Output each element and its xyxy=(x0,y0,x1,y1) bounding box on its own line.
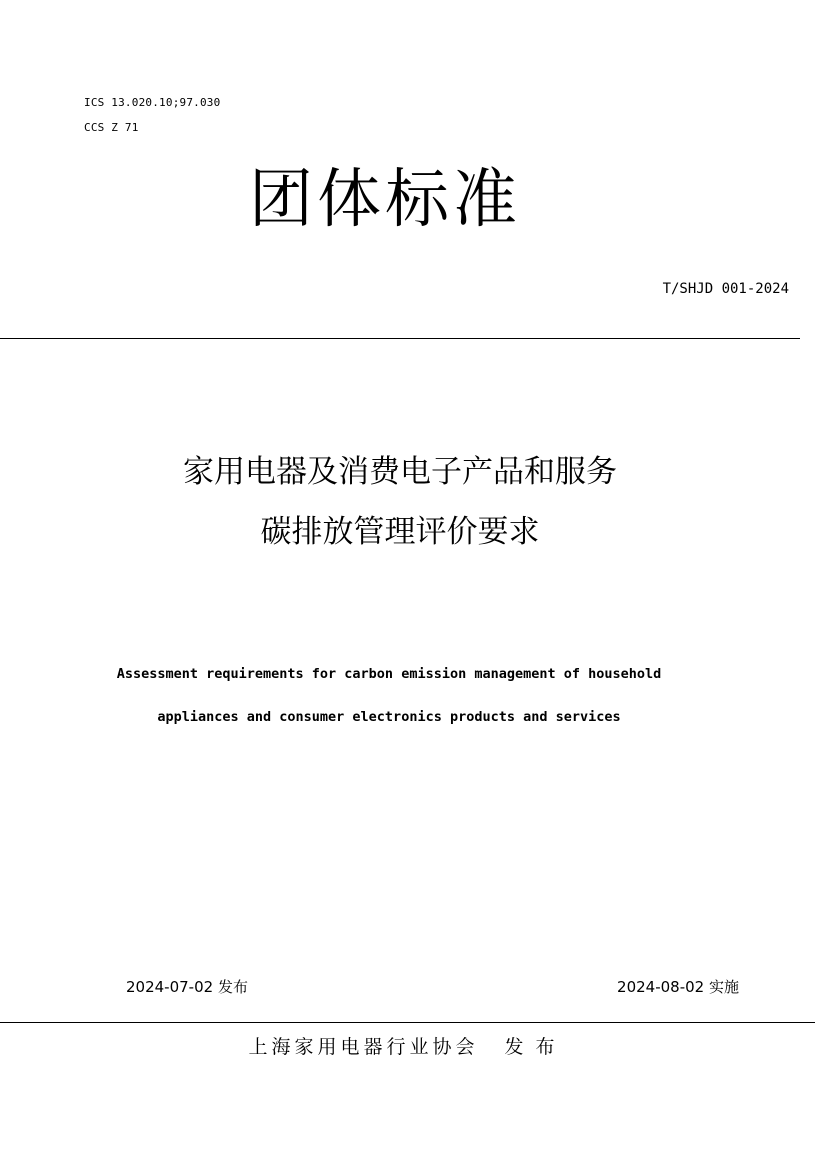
ccs-code: CCS Z 71 xyxy=(84,121,139,134)
standard-number: T/SHJD 001-2024 xyxy=(662,281,789,297)
implementation-date: 2024-08-02 实施 xyxy=(617,978,739,996)
top-divider xyxy=(0,338,800,339)
issuing-organization: 上海家用电器行业协会 xyxy=(248,1036,479,1058)
issuer-line xyxy=(0,1032,815,1059)
english-title-line-2: appliances and consumer electronics products and services xyxy=(157,709,621,725)
bottom-divider xyxy=(0,1022,815,1023)
issue-action: 发布 xyxy=(504,1036,567,1058)
chinese-title-line-1: 家用电器及消费电子产品和服务 xyxy=(183,454,617,490)
chinese-title-line-2: 碳排放管理评价要求 xyxy=(260,514,540,550)
english-title-line-1: Assessment requirements for carbon emission management of household xyxy=(116,666,662,682)
ics-code: ICS 13.020.10;97.030 xyxy=(84,96,221,109)
publication-date: 2024-07-02 发布 xyxy=(126,978,248,996)
document-type-heading: 团体标准 xyxy=(249,163,521,237)
